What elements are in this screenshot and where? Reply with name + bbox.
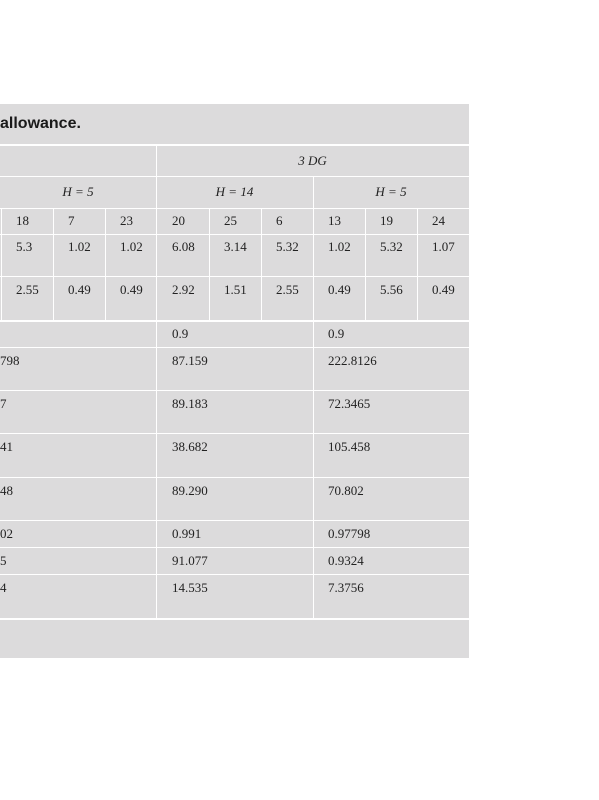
- table-caption: [0, 104, 469, 144]
- table-cell: 70.802: [328, 483, 364, 498]
- table-cell: 5.32: [276, 239, 299, 254]
- rule: [0, 574, 469, 575]
- table-cell: 0.9324: [328, 553, 364, 568]
- rule: [0, 276, 469, 277]
- table-cell: 2.92: [172, 282, 195, 297]
- table-cell: 0.97798: [328, 526, 371, 541]
- table-cell: 89.290: [172, 483, 208, 498]
- table-cell: 222.8126: [328, 353, 377, 368]
- table-cell: 72.3465: [328, 396, 371, 411]
- table-cell: 20: [172, 213, 185, 228]
- table-cell: 105.458: [328, 439, 371, 454]
- h-header: H = 5: [375, 184, 407, 199]
- table-cell: 2.55: [276, 282, 299, 297]
- table-cell: 6: [276, 213, 283, 228]
- table-cell: 7: [68, 213, 75, 228]
- table-cell: 0.49: [328, 282, 351, 297]
- rule: [156, 144, 157, 618]
- table-cell: 48: [0, 483, 13, 498]
- table-cell: 0.49: [120, 282, 143, 297]
- rule: [0, 234, 469, 235]
- table-cell: 5.3: [16, 239, 33, 254]
- rule: [0, 347, 469, 348]
- rule: [417, 208, 418, 320]
- rule: [0, 520, 469, 521]
- table-cell: 41: [0, 439, 13, 454]
- table-cell: 24: [432, 213, 445, 228]
- table-cell: 19: [380, 213, 393, 228]
- table-cell: 7: [0, 396, 7, 411]
- table-cell: 38.682: [172, 439, 208, 454]
- rule: [53, 208, 54, 320]
- table-cell: 0.49: [432, 282, 455, 297]
- table-cell: 0.9: [328, 326, 345, 341]
- table-cell: 25: [224, 213, 237, 228]
- table-cell: 13: [328, 213, 341, 228]
- rule: [0, 433, 469, 434]
- table-cell: 6.08: [172, 239, 195, 254]
- table-cell: 0.9: [172, 326, 189, 341]
- rule: [0, 547, 469, 548]
- caption-text: allowance.: [0, 115, 81, 132]
- rule: [0, 176, 469, 177]
- table-cell: 1.02: [68, 239, 91, 254]
- rule: [0, 208, 469, 209]
- table-cell: 5: [0, 553, 7, 568]
- rule: [0, 390, 469, 391]
- table-cell: 1.07: [432, 239, 455, 254]
- rule: [261, 208, 262, 320]
- table-cell: 1.51: [224, 282, 247, 297]
- table-cell: 91.077: [172, 553, 208, 568]
- table-cell: 02: [0, 526, 13, 541]
- table-cell: 2.55: [16, 282, 39, 297]
- rule: [0, 477, 469, 478]
- rule: [1, 208, 2, 320]
- table-cell: 89.183: [172, 396, 208, 411]
- table-cell: 798: [0, 353, 20, 368]
- table-cell: 5.56: [380, 282, 403, 297]
- table-cell: 4: [0, 580, 7, 595]
- rule: [209, 208, 210, 320]
- h-header: H = 5: [62, 184, 94, 199]
- table-cell: 0.991: [172, 526, 202, 541]
- rule: [0, 618, 469, 620]
- rule: [313, 176, 314, 618]
- table-cell: 1.02: [120, 239, 143, 254]
- rule: [105, 208, 106, 320]
- table-cell: 7.3756: [328, 580, 364, 595]
- data-table: [0, 104, 469, 658]
- table-cell: 1.02: [328, 239, 351, 254]
- table-cell: 18: [16, 213, 29, 228]
- table-cell: 14.535: [172, 580, 208, 595]
- rule: [365, 208, 366, 320]
- h-header: H = 14: [215, 184, 254, 199]
- rule: [0, 320, 469, 322]
- table-cell: 0.49: [68, 282, 91, 297]
- rule: [0, 144, 469, 146]
- group-header: 3 DG: [298, 153, 327, 168]
- table-cell: 5.32: [380, 239, 403, 254]
- table-cell: 87.159: [172, 353, 208, 368]
- table-cell: 23: [120, 213, 133, 228]
- table-cell: 3.14: [224, 239, 247, 254]
